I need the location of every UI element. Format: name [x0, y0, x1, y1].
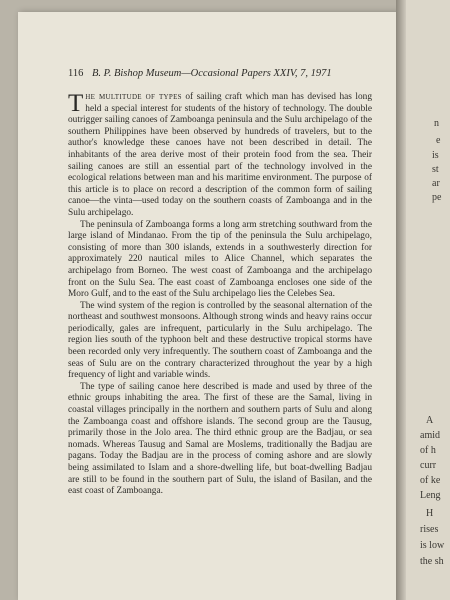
facing-fragment: curr [420, 460, 437, 471]
paragraph-3: The wind system of the region is controlled by the seasonal alternation of the northeast and southwest monsoons. Although strong winds and heavy rains occur periodically, gales are infrequent, particularly in the Sulu archipelago. The region lies south of the typhoon belt and these destructive tropical storms have been recorded only very infrequently. The southern coast of Zamboanga and the seas of Sulu are on the contrary characterized throughout the year by a high frequency of light and variable winds. [68, 300, 372, 381]
facing-fragment: e [436, 135, 441, 146]
facing-fragment: of h [420, 445, 436, 456]
facing-fragment: st [432, 164, 439, 175]
facing-fragment: H [426, 508, 434, 519]
paragraph-1-text: of sailing craft which man has devised has long held a special interest for students of the history of technology. The double outrigger sailing canoes of Zamboanga peninsula and the Sulu archipelago of the southern Philippines have been observed by hundreds of travelers, but to the author's knowledge these canoes have not been described in detail. The inhabitants of the area derive most of their protein food from the sea. Their sailing canoes are still an essential part of the technology involved in the ecological relations between man and his maritime environment. The purpose of this article is to place on record a description of the common form of sailing canoe—the vinta—used today on the southern coasts of Zamboanga and in the Sulu archipelago. [68, 92, 372, 218]
facing-fragment: A [426, 415, 434, 426]
facing-fragment: rises [420, 524, 439, 535]
facing-fragment: of ke [420, 475, 441, 486]
facing-fragment: is low [420, 540, 445, 551]
drop-cap: T [68, 90, 84, 117]
paragraph-4: The type of sailing canoe here described is made and used by three of the ethnic groups inhabiting the area. The first of these are the Samal, living in coastal villages principally in the northern and southern parts of Sulu and along the Zamboanga coast and offshore islands. The second group are the Tausug, primarily those in the Jolo area. The third ethnic group are the Badjau, or sea nomads. Whereas Tausug and Samal are Moslems, traditionally the Badjau are pagans. Today the Badjau are in the process of coming ashore and are slowly being assimilated to Islam and a shore-dwelling life, but boat-dwelling Badjau are still to be found in the southern part of Sulu, the island of Basilan, and the east coast of Zamboanga. [68, 381, 372, 497]
facing-fragment: ar [432, 178, 440, 189]
facing-fragment: Leng [420, 490, 441, 501]
book-gutter [396, 0, 406, 600]
facing-fragment: amid [420, 430, 440, 441]
facing-fragment: n [434, 118, 439, 129]
lead-smallcaps: he multitude of types [85, 92, 182, 102]
page-number: 116 [68, 68, 84, 79]
book-page-left [18, 12, 416, 600]
facing-fragment: the sh [420, 556, 444, 567]
book-page-right-edge [406, 0, 450, 600]
facing-fragment: pe [432, 192, 442, 203]
article-body [68, 92, 372, 498]
running-title: B. P. Bishop Museum—Occasional Papers XXIV, 7, 1971 [92, 68, 332, 79]
facing-fragment: is [432, 150, 439, 161]
paragraph-2: The peninsula of Zamboanga forms a long arm stretching southward from the large island of Mindanao. From the tip of the peninsula the Sulu archipelago, consisting of more than 300 islands, extends in a southwesterly direction for approximately 220 nautical miles to Alice Channel, which separates the archipelago from Borneo. The west coast of Zamboanga and the archipelago front on the Sulu Sea. The east coast of Zamboanga encloses one side of the Moro Gulf, and to the east of the Sulu archipelago lies the Celebes Sea. [68, 219, 372, 300]
paragraph-1 [68, 92, 372, 220]
running-header [68, 68, 332, 79]
